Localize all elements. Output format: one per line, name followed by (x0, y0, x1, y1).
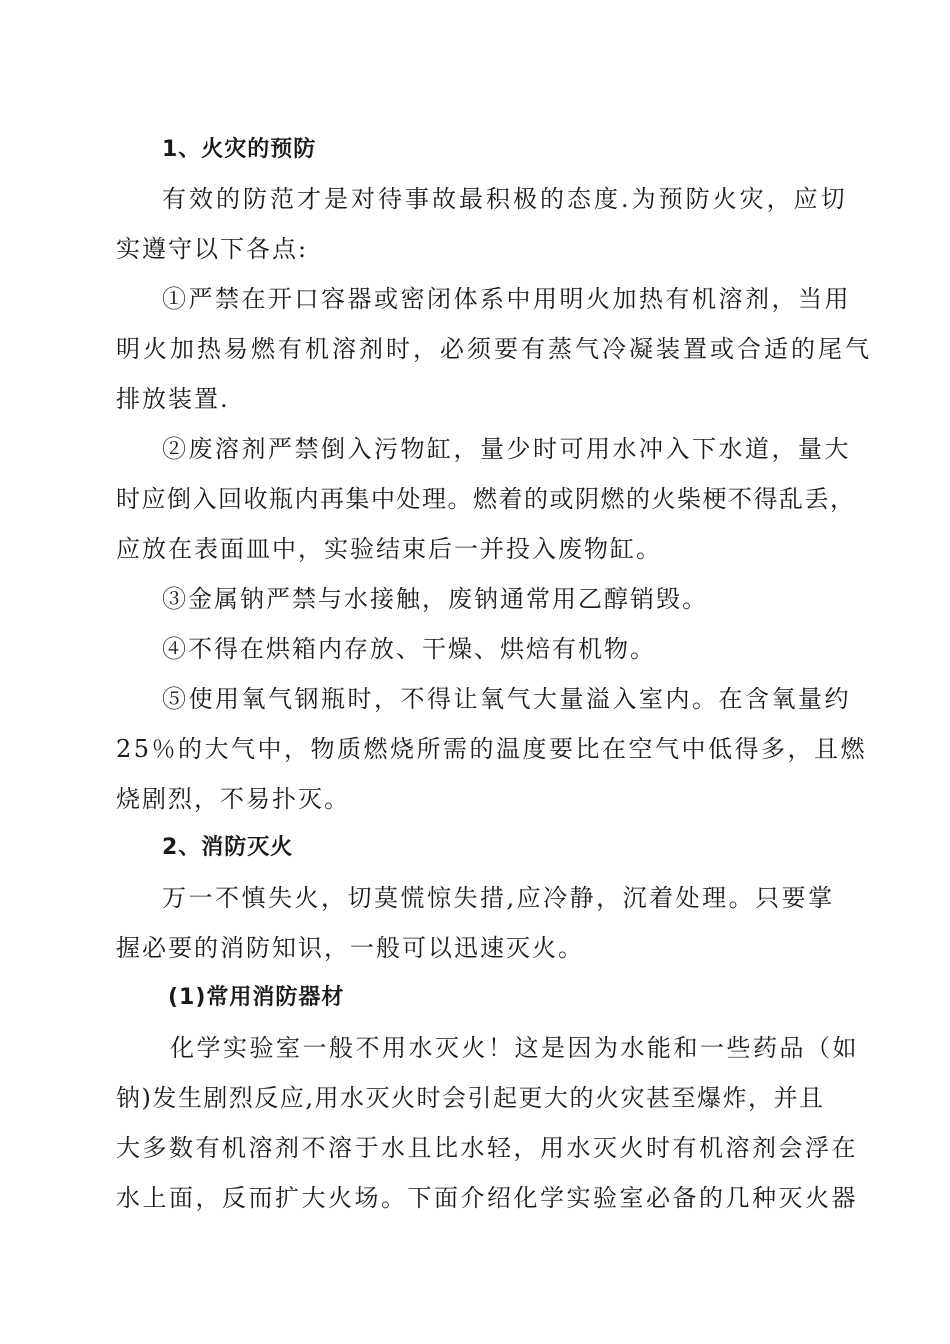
paragraph-line: 大多数有机溶剂不溶于水且比水轻，用水灭火时有机溶剂会浮在 (116, 1134, 858, 1162)
list-item-5: ⑤使用氧气钢瓶时，不得让氧气大量溢入室内。在含氧量约 (162, 685, 851, 713)
list-item-2: ②废溶剂严禁倒入污物缸，量少时可用水冲入下水道，量大 (162, 435, 851, 463)
list-item-4: ④不得在烘箱内存放、干燥、烘焙有机物。 (162, 635, 656, 663)
paragraph-line: 有效的防范才是对待事故最积极的态度.为预防火灾，应切 (162, 185, 848, 213)
paragraph-line: 水上面，反而扩大火场。下面介绍化学实验室必备的几种灭火器 (116, 1184, 858, 1212)
list-item-3: ③金属钠严禁与水接触，废钠通常用乙醇销毁。 (162, 585, 708, 613)
paragraph-line: 钠)发生剧烈反应,用水灭火时会引起更大的火灾甚至爆炸，并且 (116, 1084, 825, 1112)
paragraph-line: 实遵守以下各点: (116, 235, 309, 263)
paragraph-line: 烧剧烈，不易扑灭。 (116, 785, 350, 813)
paragraph-line: 应放在表面皿中，实验结束后一并投入废物缸。 (116, 535, 662, 563)
paragraph-line: 25％的大气中，物质燃烧所需的温度要比在空气中低得多，且燃 (116, 735, 868, 763)
paragraph-line: 明火加热易燃有机溶剂时，必须要有蒸气冷凝装置或合适的尾气 (116, 335, 872, 363)
paragraph-line: 排放装置. (116, 385, 230, 413)
paragraph-line: 时应倒入回收瓶内再集中处理。燃着的或阴燃的火柴梗不得乱丢， (116, 485, 856, 513)
paragraph-line: 化学实验室一般不用水灭火！这是因为水能和一些药品（如 (170, 1034, 859, 1062)
list-item-1: ①严禁在开口容器或密闭体系中用明火加热有机溶剂，当用 (162, 285, 851, 313)
paragraph-line: 握必要的消防知识，一般可以迅速灭火。 (116, 934, 584, 962)
subsection-heading-fire-equipment: (1)常用消防器材 (168, 985, 345, 1010)
section-heading-firefighting: 2、消防灭火 (162, 835, 294, 860)
paragraph-line: 万一不慎失火，切莫慌惊失措,应冷静，沉着处理。只要掌 (162, 884, 835, 912)
section-heading-fire-prevention: 1、火灾的预防 (162, 137, 317, 162)
